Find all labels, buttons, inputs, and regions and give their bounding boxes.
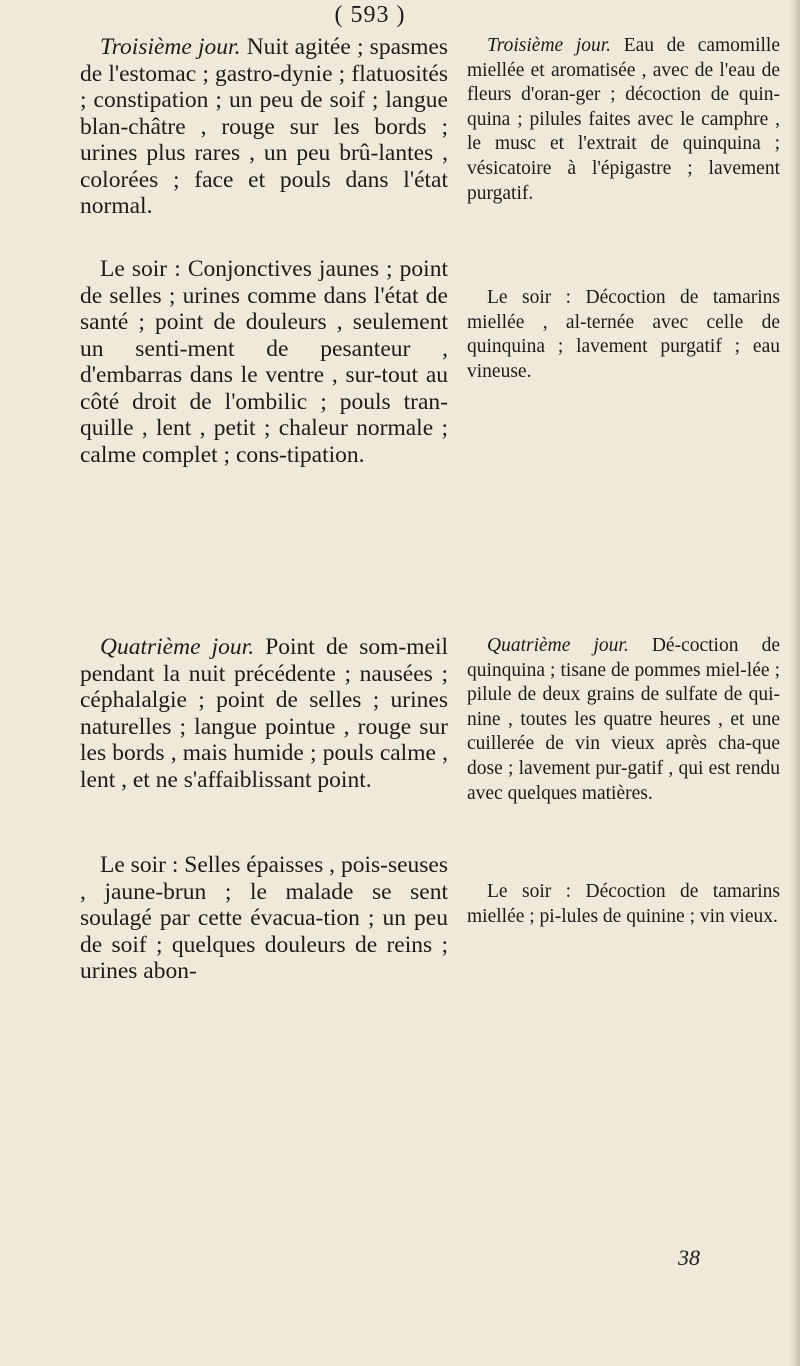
day-heading: Quatrième jour. [487, 635, 629, 656]
day-heading: Quatrième jour. [100, 634, 255, 660]
symptoms-day4-evening-paragraph [80, 852, 448, 985]
paragraph-text: Le soir : Selles épaisses , pois-seuses , jaune-brun ; le malade se sent soulagé par cette évacua-tion ; un peu de soif ; quelques douleurs de reins ; urines abon- [80, 852, 448, 984]
paragraph-text: Nuit agitée ; spasmes de l'estomac ; gastro-dynie ; flatuosités ; constipation ; un peu de soif ; langue blan-châtre , rouge sur les bords ; urines plus rares , un peu brû-lantes , colorées ; face et pouls dans l'état normal. [80, 34, 449, 219]
page-edge-shadow [790, 0, 800, 1366]
paragraph-text: Le soir : Conjonctives jaunes ; point de selles ; urines comme dans l'état de santé ; point de douleurs , seulement un senti-ment de pesanteur , d'embarras dans le ventre , sur-tout au côté droit de l'ombilic ; pouls tran-quille , lent , petit ; chaleur normale ; calme complet ; cons-tipation. [80, 256, 448, 468]
symptoms-day3-paragraph [80, 34, 448, 220]
symptoms-day4-paragraph [80, 634, 448, 793]
paragraph-text: Le soir : Décoction de tamarins miellée , al-ternée avec celle de quinquina ; lavement purgatif ; eau vineuse. [467, 287, 780, 382]
treatment-day3-evening-paragraph [467, 286, 780, 384]
day-heading: Troisième jour. [487, 35, 612, 56]
page-number: ( 593 ) [334, 2, 406, 28]
paragraph-text: Dé-coction de quinquina ; tisane de pommes miel-lée ; pilule de deux grains de sulfate de qui-nine , toutes les quatre heures , et une cuillerée de vin vieux après cha-que dose ; lavement pur-gatif , qui est rendu avec quelques matières. [467, 635, 780, 804]
day-heading: Troisième jour. [100, 34, 241, 60]
symptoms-day3-evening-paragraph [80, 256, 448, 468]
treatment-day4-evening-paragraph [467, 880, 780, 929]
paragraph-text: Eau de camomille miellée et aromatisée , avec de l'eau de fleurs d'oran-ger ; décoction de quin-quina ; pilules faites avec le camphre , le musc et l'extrait de quinquina ; vésicatoire à l'épigastre ; lavement purgatif. [467, 35, 781, 204]
treatment-day3-paragraph [467, 34, 780, 206]
paragraph-text: Point de som-meil pendant la nuit précédente ; nausées ; céphalalgie ; point de selles ; urines naturelles ; langue pointue , rouge sur les bords , mais humide ; pouls calme , lent , et ne s'affaiblissant point. [80, 634, 449, 793]
paragraph-text: Le soir : Décoction de tamarins miellée ; pi-lules de quinine ; vin vieux. [467, 881, 780, 927]
signature-mark: 38 [678, 1245, 700, 1270]
treatment-day4-paragraph [467, 634, 780, 806]
